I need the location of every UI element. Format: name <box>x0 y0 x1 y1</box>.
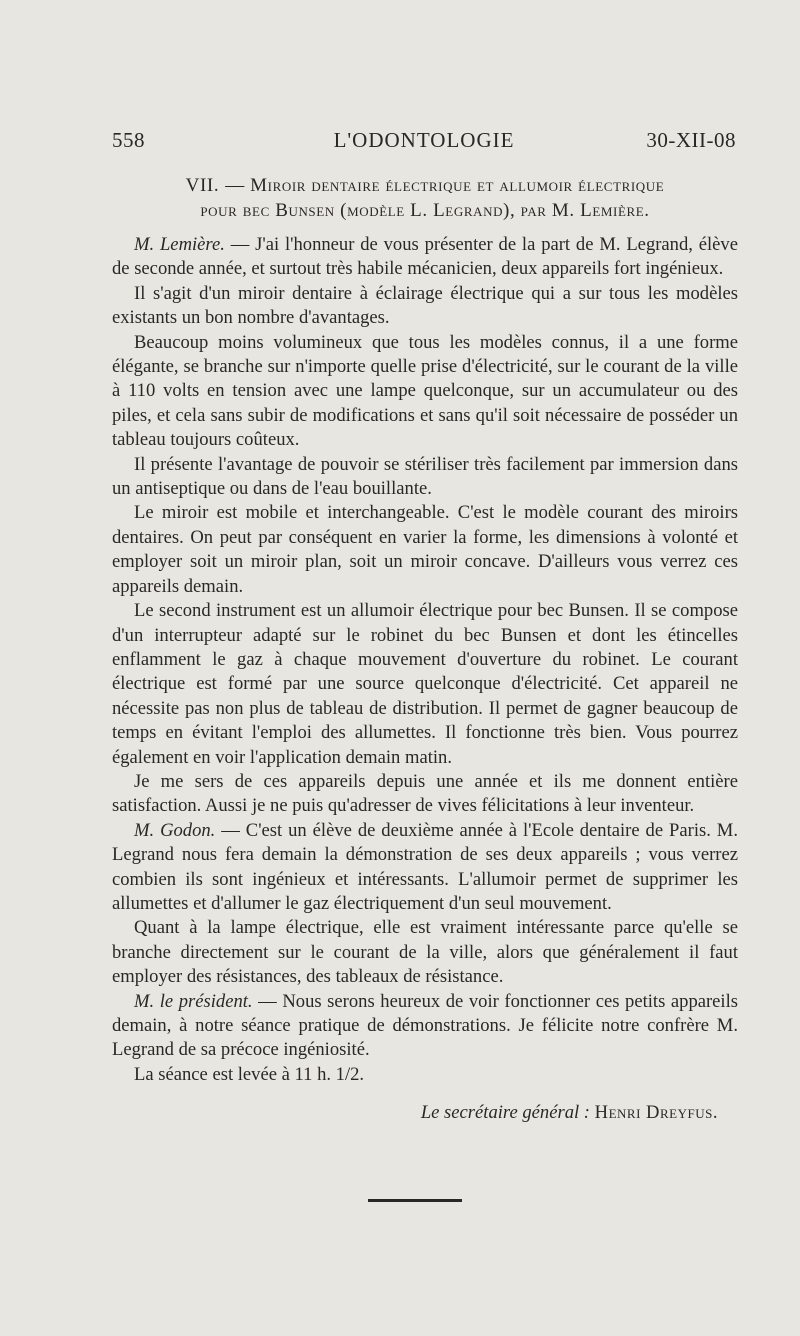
page-number: 558 <box>112 128 145 152</box>
paragraph-text: Il s'agit d'un miroir dentaire à éclairage électrique qui a sur tous les modèles existants un bon nombre d'avantages. <box>112 282 738 329</box>
paragraph-text: — C'est un élève de deuxième année à l'Ecole dentaire de Paris. M. Legrand nous fera demain la démonstration de ses deux appareils ; vous verrez combien ils sont ingénieux et intéressants. L'allumoir permet de supprimer les allumettes et d'allumer le gaz électriquement d'un seul mouvement. <box>112 819 738 914</box>
running-head <box>112 128 736 158</box>
paragraph <box>112 501 738 599</box>
paragraph-text: — Nous serons heureux de voir fonctionner ces petits appareils demain, à notre séance pratique de démonstrations. Je félicite notre confrère M. Legrand de sa précoce ingéniosité. <box>112 990 739 1061</box>
closing-rule <box>368 1199 462 1202</box>
paragraph <box>112 916 738 989</box>
section-title <box>112 173 738 223</box>
paragraph <box>112 1063 738 1087</box>
signature-name: Henri Dreyfus. <box>594 1102 718 1124</box>
speaker-name: M. le président. <box>134 990 253 1012</box>
paragraph-text: Il présente l'avantage de pouvoir se stériliser très facilement par immersion dans un antiseptique ou dans de l'eau bouillante. <box>112 453 738 500</box>
paragraph-text: La séance est levée à 11 h. 1/2. <box>134 1063 365 1085</box>
signature-role: Le secrétaire général : <box>420 1102 590 1124</box>
speaker-name: M. Godon. <box>134 819 216 841</box>
paragraph <box>112 990 738 1063</box>
paragraph-text: Quant à la lampe électrique, elle est vraiment intéressante parce qu'elle se branche directement sur le courant de la ville, alors que généralement il faut employer des résistances, des tableaux de résistance. <box>112 917 738 988</box>
section-title-line2: pour bec Bunsen (modèle L. Legrand), par M. Lemière. <box>200 200 650 221</box>
paragraph-text: Le miroir est mobile et interchangeable. C'est le modèle courant des miroirs dentaires. On peut par conséquent en varier la forme, les dimensions à volonté et employer soit un miroir plan, soit un miroir concave. D'ailleurs vous verrez ces appareils demain. <box>112 502 738 597</box>
signature <box>112 1101 738 1125</box>
paragraph-text: Le second instrument est un allumoir électrique pour bec Bunsen. Il se compose d'un interrupteur adapté sur le robinet du bec Bunsen et dont les étincelles enflamment le gaz à chaque mouvement d'ouverture du robinet. Le courant électrique est formé par une source quelconque d'électricité. Cet appareil ne nécessite pas non plus de tableau de distribution. Il permet de gagner beaucoup de temps en évitant l'emploi des allumettes. Il fonctionne très bien. Vous pourrez également en voir l'application demain matin. <box>112 600 738 768</box>
paragraph-text: Beaucoup moins volumineux que tous les modèles connus, il a une forme élégante, se branche sur n'importe quelle prise d'électricité, sur le courant de la ville à 110 volts en tension avec une lampe quelconque, sur un accumulateur ou des piles, et cela sans subir de modifications et sans qu'il soit nécessaire de posséder un tableau toujours coûteux. <box>112 331 738 451</box>
issue-date: 30-XII-08 <box>646 128 736 152</box>
paragraph <box>112 453 738 502</box>
paragraph <box>112 770 738 819</box>
speaker-name: M. Lemière. <box>134 234 225 255</box>
paragraph <box>112 819 738 917</box>
paragraph <box>112 233 738 282</box>
paragraph <box>112 331 738 453</box>
journal-title: L'ODONTOLOGIE <box>333 128 515 152</box>
paragraph-text: — J'ai l'honneur de vous présenter de la part de M. Legrand, élève de seconde année, et surtout très habile mécanicien, deux appareils fort ingénieux. <box>112 234 738 280</box>
section-title-line1: — Miroir dentaire électrique et allumoir électrique <box>225 175 665 196</box>
paragraph <box>112 599 738 770</box>
article-body <box>112 173 738 1126</box>
section-number: VII. <box>185 175 220 196</box>
paragraph <box>112 282 738 331</box>
paragraph-text: Je me sers de ces appareils depuis une année et ils me donnent entière satisfaction. Aussi je ne puis qu'adresser de vives félicitations à leur inventeur. <box>112 770 738 817</box>
